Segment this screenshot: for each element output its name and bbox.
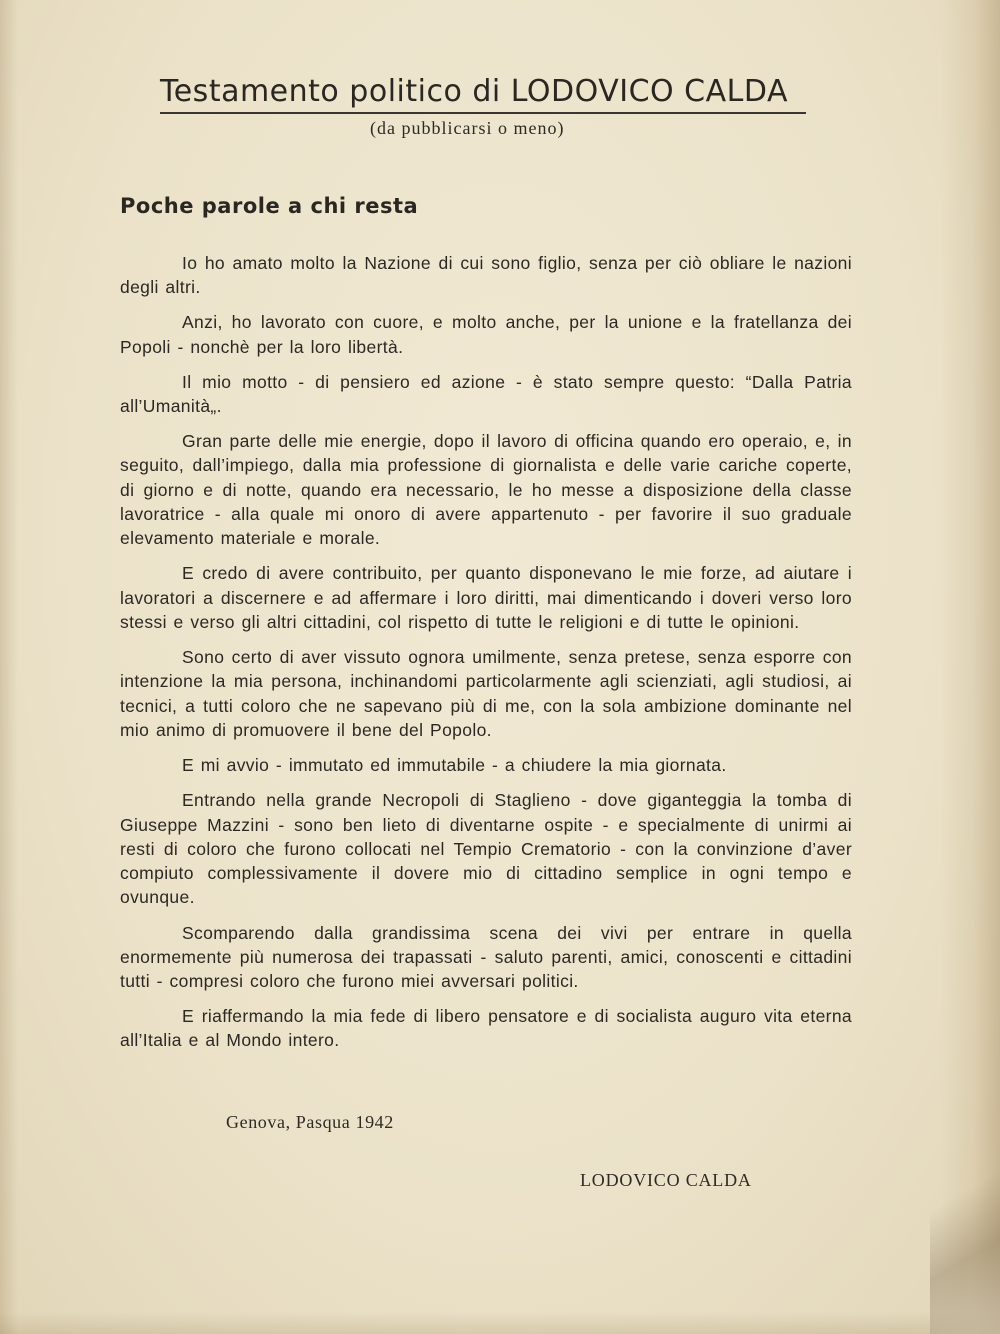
paragraph: E mi avvio - immutato ed immutabile - a chiudere la mia giornata.	[182, 755, 727, 776]
paragraph: Il mio motto - di pensiero ed azione - è stato sempre questo: “Dalla Patria all’Umanità„.	[120, 371, 852, 417]
paragraph: E credo di avere contribuito, per quanto disponevano le mie forze, ad aiutare i lavoratori a discernere e ad affermare i loro diritti, mai dimenticando i doveri verso loro stessi e verso gli altri cittadini, col rispetto di tutte le religioni e di tutte le opinioni.	[120, 563, 852, 633]
title-underline	[160, 112, 806, 114]
paper-tear	[930, 1140, 1000, 1334]
paragraph: Gran parte delle mie energie, dopo il lavoro di officina quando ero operaio, e, in seguito, dall’impiego, dalla mia professione di giornalista e delle varie cariche coperte, di giorno e di notte, quando era necessario, le ho messe a disposizione della classe lavoratrice - alla quale mi onoro di avere appartenuto - per favorire il suo graduale elevamento materiale e morale.	[120, 431, 852, 549]
paper-edge-bottom	[0, 1312, 1000, 1334]
paragraph: Entrando nella grande Necropoli di Staglieno - dove giganteggia la tomba di Giuseppe Mazzini - sono ben lieto di diventarne ospite - e specialmente di unirmi ai resti di coloro che furono collocati nel Tempio Crematorio - con la convinzione d’aver compiuto complessivamente il dovere mio di cittadino semplice in ogni tempo e ovunque.	[120, 790, 852, 908]
signature-name: LODOVICO CALDA	[580, 1170, 752, 1190]
paper-edge-right	[940, 0, 1000, 1334]
paragraph: Sono certo di aver vissuto ognora umilmente, senza pretese, senza esporre con intenzione la mia persona, inchinandomi particolarmente agli scienziati, agli studiosi, ai tecnici, a tutti coloro che ne sapevano più di me, con la sola ambizione dominante nel mio animo di promuovere il bene del Popolo.	[120, 647, 852, 741]
paragraph: Anzi, ho lavorato con cuore, e molto anche, per la unione e la fratellanza dei Popoli - nonchè per la loro libertà.	[120, 312, 852, 357]
place-and-date: Genova, Pasqua 1942	[226, 1112, 394, 1132]
paragraph: Scomparendo dalla grandissima scena dei vivi per entrare in quella enormemente più numerosa dei trapassati - saluto parenti, amici, conoscenti e cittadini tutti - compresi coloro che furono miei avversari politici.	[120, 922, 852, 992]
paragraph: E riaffermando la mia fede di libero pensatore e di socialista auguro vita eterna all’Italia e al Mondo intero.	[120, 1006, 852, 1051]
section-heading: Poche parole a chi resta	[120, 194, 419, 218]
paragraph: Io ho amato molto la Nazione di cui sono figlio, senza per ciò obliare le nazioni degli altri.	[120, 253, 852, 298]
document-title: Testamento politico di LODOVICO CALDA	[160, 74, 788, 109]
document-subtitle: (da pubblicarsi o meno)	[370, 118, 565, 138]
paper-edge-left	[0, 0, 18, 1334]
body-text	[120, 251, 852, 1064]
